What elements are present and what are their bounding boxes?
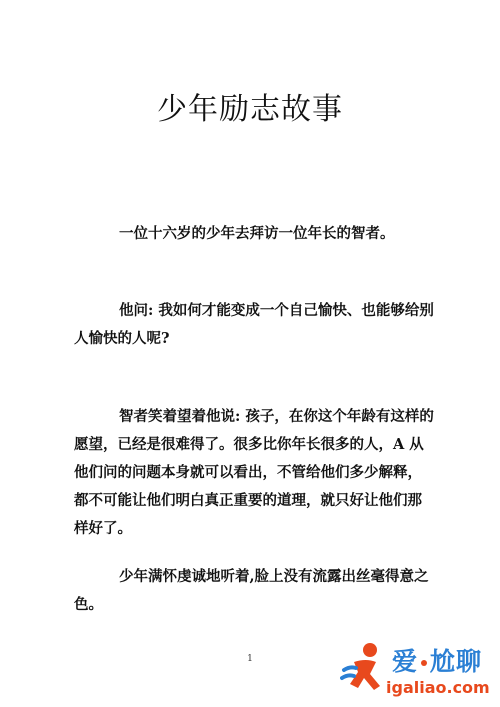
runner-logo-icon xyxy=(340,640,390,700)
page-title: 少年励志故事 xyxy=(157,92,343,127)
paragraph-2: 他问: 我如何才能变成一个自己愉快、也能够给别人愉快的人呢? xyxy=(74,302,434,347)
watermark-brand-part2: 尬聊 xyxy=(430,647,483,676)
paragraph-3: 智者笑着望着他说: 孩子，在你这个年龄有这样的愿望，已经是很难得了。很多比你年长很多的人，A 从他们问的问题本身就可以看出，不管给他们多少解释，都不可能让他们明白真正重要的道理，就只好让他们那样好了。 xyxy=(74,408,434,537)
dot-icon xyxy=(421,660,427,666)
watermark-brand xyxy=(392,642,482,678)
paragraph-4: 少年满怀虔诚地听着,脸上没有流露出丝毫得意之色。 xyxy=(74,568,429,613)
paragraph-1: 一位十六岁的少年去拜访一位年长的智者。 xyxy=(119,225,395,242)
watermark xyxy=(340,638,498,704)
page-number: 1 xyxy=(247,654,253,664)
watermark-brand-part1: 爱 xyxy=(392,647,419,676)
watermark-url: igaliao.com xyxy=(386,678,490,697)
